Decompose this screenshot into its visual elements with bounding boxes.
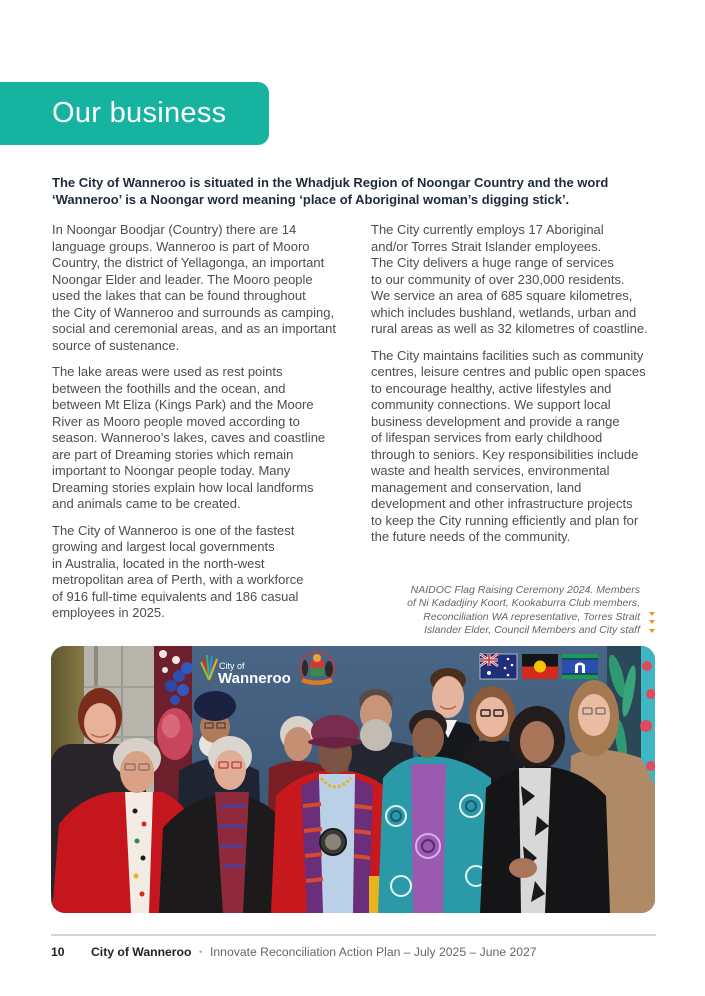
page-number: 10 bbox=[51, 945, 65, 959]
left-column bbox=[52, 222, 336, 632]
logo-text-line2: Wanneroo bbox=[218, 670, 291, 687]
body-paragraph: The City of Wanneroo is one of the fastest growing and largest local governments in Australia, located in the north-west metropolitan area of Perth, with a workforce of 916 full-time equivalents and 186 casual employees in 2025. bbox=[52, 522, 304, 620]
torres-strait-islander-flag-icon bbox=[562, 654, 598, 679]
triangle-down-icon bbox=[649, 612, 655, 616]
footer-organisation: City of Wanneroo bbox=[91, 945, 192, 959]
body-paragraph: The lake areas were used as rest points between the foothills and the ocean, and between Mt Eliza (Kings Park) and the Moore River as Mooro people moved according to season. Wanneroo’s lakes, caves and coastline are part of Dreaming stories which remain important to Noongar people today. Many Dreaming stories explain how local landforms and animals came to be created. bbox=[52, 364, 326, 511]
group-photo-image bbox=[51, 646, 655, 913]
intro-text: The City of Wanneroo is situated in the Whadjuk Region of Noongar Country and the word ‘Wanneroo’ is a Noongar word meaning ‘place of Aboriginal woman’s digging stick’. bbox=[52, 175, 609, 207]
footer-divider bbox=[51, 934, 656, 936]
footer-document-title: Innovate Reconciliation Action Plan – July 2025 – June 2027 bbox=[210, 945, 537, 959]
body-paragraph: The City maintains facilities such as community centres, leisure centres and public open spaces to encourage healthy, active lifestyles and community connections. We support local business development and provide a range of lifespan services from early childhood through to seniors. Key responsibilities include waste and health services, environmental management and conservation, land development and other infrastructure projects to keep the City running efficiently and plan for the future needs of the community. bbox=[371, 347, 646, 544]
triangle-down-icon bbox=[649, 629, 655, 633]
group-photo bbox=[51, 646, 655, 913]
aboriginal-flag-icon bbox=[522, 654, 558, 679]
body-paragraph: In Noongar Boodjar (Country) there are 14 language groups. Wanneroo is part of Mooro Country, the district of Yellagonga, an important Noongar Elder and leader. The Mooro people used the lakes that can be found throughout the City of Wanneroo and surrounds as camping, social and ceremonial areas, and as an important source of sustenance. bbox=[52, 222, 336, 353]
body-paragraph: The City currently employs 17 Aboriginal and/or Torres Strait Islander employees. The City delivers a huge range of services to our community of over 230,000 residents. We service an area of 685 square kilometres, which includes bushland, wetlands, urban and rural areas as well as 32 kilometres of coastline. bbox=[371, 222, 648, 336]
triangle-down-icon bbox=[649, 620, 655, 624]
footer-separator: • bbox=[199, 947, 203, 957]
australian-flag-icon bbox=[480, 654, 517, 679]
section-title: Our business bbox=[52, 97, 227, 129]
photo-caption: NAIDOC Flag Raising Ceremony 2024. Members of Ni Kadadjiny Koort, Kookaburra Club members, Reconciliation WA representative, Torres Strait Islander Elder, Council Members and City staff bbox=[407, 584, 640, 636]
logo-text-line1: City of bbox=[219, 661, 245, 671]
right-column bbox=[371, 222, 648, 556]
section-banner bbox=[0, 82, 269, 145]
